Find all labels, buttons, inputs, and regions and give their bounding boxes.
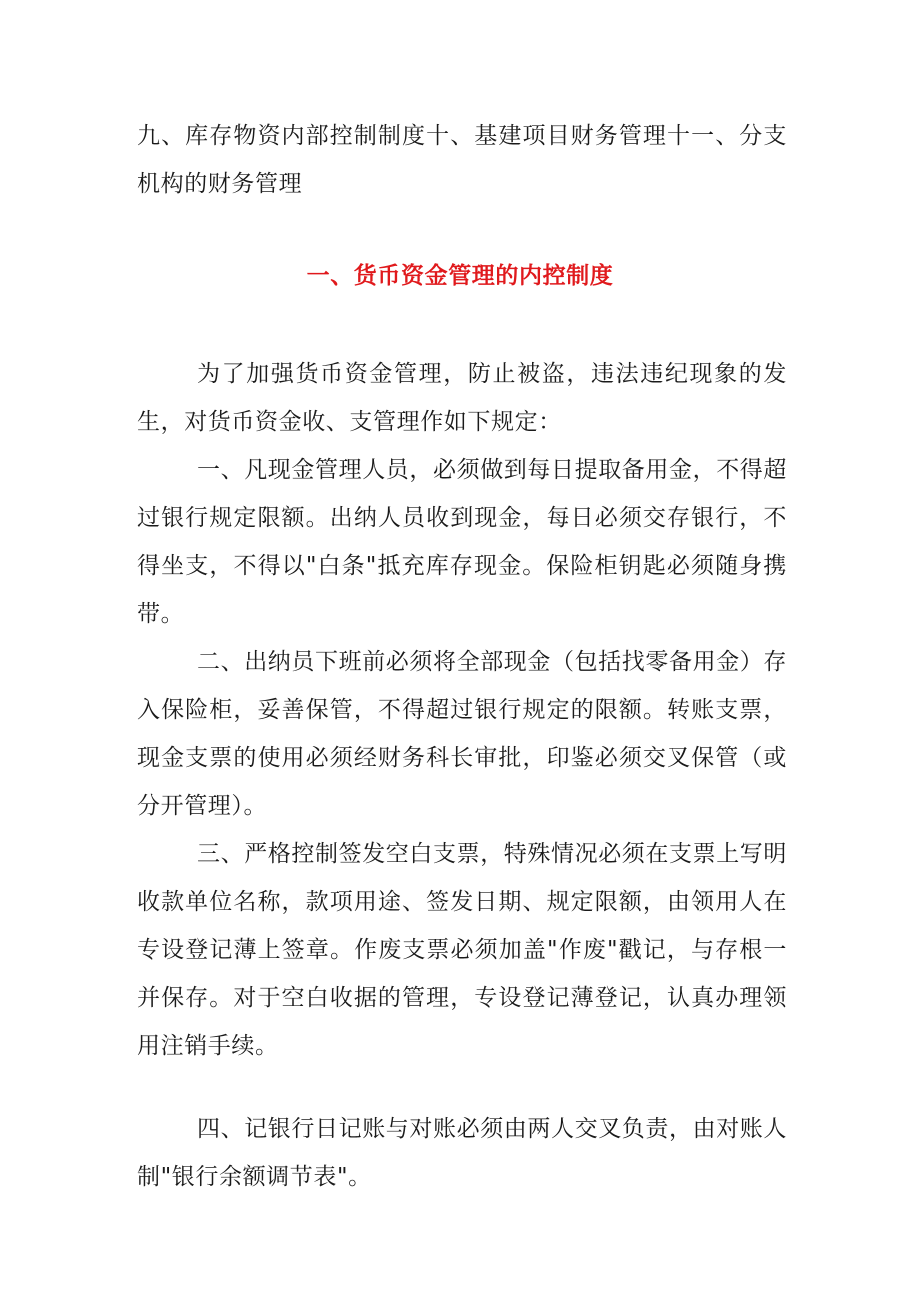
rule-paragraph-1: 一、凡现金管理人员，必须做到每日提取备用金，不得超过银行规定限额。出纳人员收到现金，每日必须交存银行，不得坐支，不得以"白条"抵充库存现金。保险柜钥匙必须随身携带。	[137, 457, 787, 627]
rule-paragraph-4: 四、记银行日记账与对账必须由两人交叉负责，由对账人制"银行余额调节表"。	[137, 1116, 787, 1190]
section-heading: 一、货币资金管理的内控制度	[306, 263, 614, 289]
intro-paragraph: 为了加强货币资金管理，防止被盗，违法违纪现象的发生，对货币资金收、支管理作如下规定：	[137, 361, 787, 435]
rule-paragraph-3: 三、严格控制签发空白支票，特殊情况必须在支票上写明收款单位名称，款项用途、签发日期、规定限额，由领用人在专设登记薄上签章。作废支票必须加盖"作废"戳记，与存根一并保存。对于空白收据的管理，专设登记薄登记，认真办理领用注销手续。	[137, 841, 787, 1059]
rule-paragraph-2: 二、出纳员下班前必须将全部现金（包括找零备用金）存入保险柜，妥善保管，不得超过银行规定的限额。转账支票，现金支票的使用必须经财务科长审批，印鉴必须交叉保管（或分开管理）。	[137, 649, 787, 819]
table-of-contents-line: 九、库存物资内部控制制度十、基建项目财务管理十一、分支机构的财务管理	[137, 123, 787, 197]
